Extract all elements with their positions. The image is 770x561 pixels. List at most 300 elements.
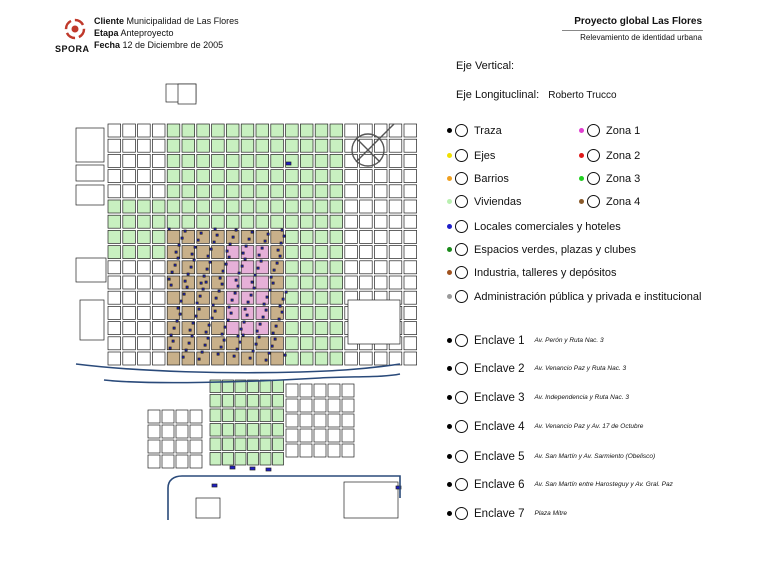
locales-toggle[interactable]	[455, 220, 468, 233]
eje-longitudinal-value: Roberto Trucco	[548, 90, 617, 101]
commerce-mark	[211, 317, 213, 319]
commerce-mark	[240, 328, 242, 330]
city-block	[190, 425, 202, 438]
city-block	[226, 352, 239, 365]
city-block	[241, 337, 254, 350]
city-block	[197, 200, 210, 213]
commerce-mark	[180, 300, 182, 302]
commerce-mark	[254, 274, 256, 276]
city-block	[330, 139, 343, 152]
legend-item-zona-3[interactable]	[579, 172, 640, 185]
city-block	[138, 352, 151, 365]
city-block	[330, 322, 343, 335]
city-block	[212, 291, 225, 304]
city-block	[404, 139, 417, 152]
commerce-mark	[182, 356, 184, 358]
city-block	[241, 124, 254, 137]
city-block	[360, 352, 373, 365]
legend-item-viviendas[interactable]	[447, 195, 522, 208]
project-title: Proyecto global Las Flores	[574, 16, 702, 27]
commerce-mark	[275, 325, 277, 327]
enclave-6-note: Av. San Martín entre Harosteguy y Av. Gral. Paz	[534, 481, 673, 488]
city-block	[108, 306, 121, 319]
city-block	[108, 170, 121, 183]
city-block	[108, 276, 121, 289]
city-block	[300, 414, 312, 427]
commerce-mark	[227, 319, 229, 321]
city-block	[360, 230, 373, 243]
city-block	[76, 258, 106, 282]
zona-1-swatch	[579, 128, 584, 133]
commerce-mark	[188, 342, 190, 344]
enclave-1-bullet	[447, 338, 452, 343]
city-block	[271, 154, 284, 167]
ejes-label: Ejes	[474, 149, 496, 162]
administracion-toggle[interactable]	[455, 290, 468, 303]
zona-1-label: Zona 1	[606, 124, 641, 137]
city-block	[235, 424, 246, 437]
city-block	[182, 215, 195, 228]
city-block	[167, 200, 180, 213]
city-block	[196, 498, 220, 518]
zona-3-toggle[interactable]	[587, 172, 600, 185]
city-block	[152, 124, 165, 137]
city-block	[226, 261, 239, 274]
city-block	[226, 291, 239, 304]
commerce-mark	[266, 296, 268, 298]
commerce-mark	[214, 228, 216, 230]
city-block	[108, 352, 121, 365]
commerce-mark	[266, 468, 271, 471]
city-block	[286, 276, 299, 289]
viviendas-toggle[interactable]	[455, 195, 468, 208]
city-block	[315, 124, 328, 137]
commerce-mark	[174, 264, 176, 266]
city-block	[167, 154, 180, 167]
city-block	[108, 337, 121, 350]
commerce-mark	[171, 271, 173, 273]
commerce-mark	[237, 335, 239, 337]
city-block	[197, 139, 210, 152]
enclave-2-toggle[interactable]	[455, 362, 468, 375]
commerce-mark	[261, 247, 263, 249]
city-block	[212, 139, 225, 152]
legend-item-traza[interactable]	[447, 124, 502, 137]
commerce-mark	[168, 228, 170, 230]
city-block	[271, 124, 284, 137]
city-block	[300, 306, 313, 319]
city-block	[328, 414, 340, 427]
commerce-mark	[285, 291, 287, 293]
city-block	[271, 200, 284, 213]
enclave-3-label: Enclave 3	[474, 391, 525, 404]
ejes-toggle[interactable]	[455, 149, 468, 162]
city-block	[212, 276, 225, 289]
legend-item-barrios[interactable]	[447, 172, 509, 185]
city-block	[404, 124, 417, 137]
city-block	[345, 215, 358, 228]
commerce-mark	[199, 295, 201, 297]
city-block	[190, 440, 202, 453]
commerce-mark	[213, 241, 215, 243]
city-block	[286, 306, 299, 319]
city-block	[271, 185, 284, 198]
commerce-mark	[222, 270, 224, 272]
city-block	[360, 139, 373, 152]
commerce-mark	[256, 330, 258, 332]
enclave-4[interactable]	[447, 420, 643, 433]
city-block	[315, 154, 328, 167]
city-block	[404, 291, 417, 304]
city-block	[374, 215, 387, 228]
city-block	[248, 409, 259, 422]
enclave-3-bullet	[447, 395, 452, 400]
zona-2-label: Zona 2	[606, 149, 641, 162]
city-block	[271, 215, 284, 228]
commerce-mark	[204, 344, 206, 346]
city-block	[197, 215, 210, 228]
city-block	[152, 200, 165, 213]
city-block	[190, 455, 202, 468]
city-block	[389, 200, 402, 213]
city-block	[256, 352, 269, 365]
legend-item-ejes[interactable]	[447, 149, 495, 162]
traza-toggle[interactable]	[455, 124, 468, 137]
city-block	[330, 215, 343, 228]
city-block	[123, 185, 136, 198]
commerce-mark	[228, 256, 230, 258]
city-block	[314, 414, 326, 427]
city-block	[256, 337, 269, 350]
legend-item-zona-1[interactable]	[579, 124, 640, 137]
city-block	[404, 337, 417, 350]
city-block	[226, 139, 239, 152]
city-block	[123, 337, 136, 350]
commerce-mark	[177, 307, 179, 309]
city-block	[138, 246, 151, 259]
city-block	[300, 444, 312, 457]
city-block	[314, 429, 326, 442]
city-block	[138, 276, 151, 289]
city-block	[315, 352, 328, 365]
city-block	[260, 380, 271, 393]
city-block	[138, 154, 151, 167]
city-block	[178, 84, 196, 104]
city-block	[315, 246, 328, 259]
city-block	[123, 291, 136, 304]
commerce-mark	[193, 259, 195, 261]
enclave-6-label: Enclave 6	[474, 478, 525, 491]
stage-value: Anteproyecto	[120, 28, 174, 38]
city-block	[374, 276, 387, 289]
enclave-5[interactable]	[447, 450, 655, 463]
city-block	[226, 185, 239, 198]
enclave-5-toggle[interactable]	[455, 450, 468, 463]
city-block	[360, 170, 373, 183]
commerce-mark	[209, 261, 211, 263]
industria-label: Industria, talleres y depósitos	[474, 266, 617, 279]
commerce-mark	[235, 229, 237, 231]
city-block	[286, 337, 299, 350]
city-block	[167, 185, 180, 198]
city-block	[260, 438, 271, 451]
city-block	[152, 291, 165, 304]
city-block	[197, 124, 210, 137]
city-block	[273, 409, 284, 422]
commerce-mark	[169, 347, 171, 349]
city-block	[389, 246, 402, 259]
city-block	[300, 170, 313, 183]
commerce-mark	[246, 314, 248, 316]
city-block	[235, 453, 246, 466]
city-block	[315, 337, 328, 350]
city-block	[138, 337, 151, 350]
barrios-swatch	[447, 176, 452, 181]
city-block	[374, 261, 387, 274]
city-block	[286, 352, 299, 365]
commerce-mark	[177, 257, 179, 259]
city-block	[152, 276, 165, 289]
enclave-7[interactable]	[447, 507, 567, 520]
city-block	[108, 261, 121, 274]
city-block	[300, 384, 312, 397]
city-block	[212, 185, 225, 198]
enclave-6-bullet	[447, 482, 452, 487]
commerce-mark	[184, 230, 186, 232]
city-block	[315, 261, 328, 274]
city-block	[345, 246, 358, 259]
enclave-2-bullet	[447, 366, 452, 371]
enclave-1[interactable]	[447, 334, 604, 347]
commerce-mark	[235, 279, 237, 281]
commerce-mark	[179, 313, 181, 315]
commerce-mark	[267, 233, 269, 235]
locales-swatch	[447, 224, 452, 229]
city-block	[197, 291, 210, 304]
legend-item-industria[interactable]	[447, 266, 616, 279]
city-block	[273, 424, 284, 437]
commerce-mark	[277, 249, 279, 251]
city-block	[404, 185, 417, 198]
city-block	[248, 438, 259, 451]
city-block	[108, 200, 121, 213]
enclave-3-toggle[interactable]	[455, 391, 468, 404]
enclave-6-toggle[interactable]	[455, 478, 468, 491]
city-block	[226, 170, 239, 183]
enclave-4-bullet	[447, 424, 452, 429]
commerce-mark	[200, 282, 202, 284]
commerce-mark	[234, 292, 236, 294]
commerce-mark	[206, 268, 208, 270]
city-block	[300, 429, 312, 442]
espacios-verdes-swatch	[447, 247, 452, 252]
espacios-verdes-toggle[interactable]	[455, 243, 468, 256]
city-block	[286, 444, 298, 457]
city-block	[271, 230, 284, 243]
commerce-mark	[226, 250, 228, 252]
city-block	[138, 230, 151, 243]
city-block	[176, 440, 188, 453]
city-block	[138, 261, 151, 274]
city-block	[271, 291, 284, 304]
city-block	[167, 215, 180, 228]
commerce-mark	[190, 266, 192, 268]
city-block	[210, 424, 221, 437]
city-block	[123, 139, 136, 152]
enclave-5-label: Enclave 5	[474, 450, 525, 463]
commerce-mark	[181, 237, 183, 239]
city-block	[328, 429, 340, 442]
enclave-2[interactable]	[447, 362, 626, 375]
city-block	[328, 444, 340, 457]
commerce-mark	[176, 320, 178, 322]
city-block	[374, 352, 387, 365]
commerce-mark	[233, 355, 235, 357]
city-block	[152, 337, 165, 350]
city-block	[300, 154, 313, 167]
zona-2-toggle[interactable]	[587, 149, 600, 162]
city-block	[404, 306, 417, 319]
city-block	[256, 215, 269, 228]
commerce-mark	[276, 262, 278, 264]
commerce-mark	[257, 267, 259, 269]
enclave-3[interactable]	[447, 391, 629, 404]
city-block	[260, 453, 271, 466]
city-block	[176, 455, 188, 468]
city-block	[389, 352, 402, 365]
city-block	[300, 276, 313, 289]
city-block	[226, 322, 239, 335]
zona-4-toggle[interactable]	[587, 195, 600, 208]
commerce-mark	[221, 283, 223, 285]
viviendas-swatch	[447, 199, 452, 204]
city-block	[138, 185, 151, 198]
city-block	[286, 170, 299, 183]
city-block	[389, 139, 402, 152]
city-block	[273, 438, 284, 451]
city-block	[212, 246, 225, 259]
city-block	[300, 337, 313, 350]
industria-toggle[interactable]	[455, 266, 468, 279]
city-block	[123, 246, 136, 259]
commerce-mark	[243, 321, 245, 323]
city-block	[248, 453, 259, 466]
commerce-mark	[203, 275, 205, 277]
commerce-mark	[278, 318, 280, 320]
city-block	[273, 380, 284, 393]
enclave-7-toggle[interactable]	[455, 507, 468, 520]
city-block	[330, 230, 343, 243]
commerce-mark	[212, 484, 217, 487]
commerce-mark	[260, 260, 262, 262]
enclave-7-label: Enclave 7	[474, 507, 525, 520]
city-block	[286, 261, 299, 274]
zona-3-label: Zona 3	[606, 172, 641, 185]
client-label: Cliente	[94, 16, 125, 26]
project-subtitle: Relevamiento de identidad urbana	[580, 33, 702, 42]
commerce-mark	[268, 352, 270, 354]
enclave-7-bullet	[447, 511, 452, 516]
city-block	[256, 170, 269, 183]
commerce-mark	[244, 308, 246, 310]
city-block	[197, 154, 210, 167]
city-block	[345, 352, 358, 365]
legend-item-zona-4[interactable]	[579, 195, 640, 208]
city-block	[300, 291, 313, 304]
city-block	[342, 429, 354, 442]
enclave-7-note: Plaza Mitre	[534, 510, 568, 517]
city-block	[389, 230, 402, 243]
enclave-4-toggle[interactable]	[455, 420, 468, 433]
commerce-mark	[242, 252, 244, 254]
city-block	[212, 200, 225, 213]
commerce-mark	[279, 305, 281, 307]
city-block	[260, 424, 271, 437]
city-block	[197, 185, 210, 198]
commerce-mark	[272, 282, 274, 284]
legend-item-locales[interactable]	[447, 220, 621, 233]
legend-item-espacios-verdes[interactable]	[447, 243, 636, 256]
city-block	[76, 185, 104, 205]
zona-1-toggle[interactable]	[587, 124, 600, 137]
industria-swatch	[447, 270, 452, 275]
city-block	[123, 170, 136, 183]
enclave-6[interactable]	[447, 478, 673, 491]
city-block	[148, 455, 160, 468]
city-block	[300, 399, 312, 412]
commerce-mark	[223, 339, 225, 341]
enclave-4-label: Enclave 4	[474, 420, 525, 433]
city-block	[300, 322, 313, 335]
city-block	[315, 200, 328, 213]
commerce-mark	[248, 238, 250, 240]
legend-item-administracion[interactable]	[447, 290, 701, 303]
city-block	[260, 409, 271, 422]
city-block	[80, 300, 104, 340]
city-block	[374, 124, 387, 137]
city-block	[108, 215, 121, 228]
city-block	[342, 399, 354, 412]
enclave-1-toggle[interactable]	[455, 334, 468, 347]
city-block	[300, 215, 313, 228]
city-block	[273, 453, 284, 466]
commerce-mark	[225, 263, 227, 265]
city-block	[212, 154, 225, 167]
commerce-mark	[272, 332, 274, 334]
city-block	[123, 200, 136, 213]
commerce-mark	[195, 315, 197, 317]
commerce-mark	[218, 290, 220, 292]
commerce-mark	[255, 343, 257, 345]
city-block	[256, 200, 269, 213]
barrios-toggle[interactable]	[455, 172, 468, 185]
city-block	[182, 154, 195, 167]
commerce-mark	[200, 232, 202, 234]
zona-3-swatch	[579, 176, 584, 181]
commerce-mark	[194, 246, 196, 248]
legend-item-zona-2[interactable]	[579, 149, 640, 162]
commerce-mark	[229, 243, 231, 245]
city-blocks	[76, 84, 417, 518]
city-block	[152, 246, 165, 259]
eje-longitudinal	[456, 89, 617, 101]
city-block	[76, 128, 104, 162]
city-block	[374, 246, 387, 259]
commerce-mark	[252, 350, 254, 352]
city-block	[345, 200, 358, 213]
commerce-mark	[178, 244, 180, 246]
city-block	[223, 438, 234, 451]
